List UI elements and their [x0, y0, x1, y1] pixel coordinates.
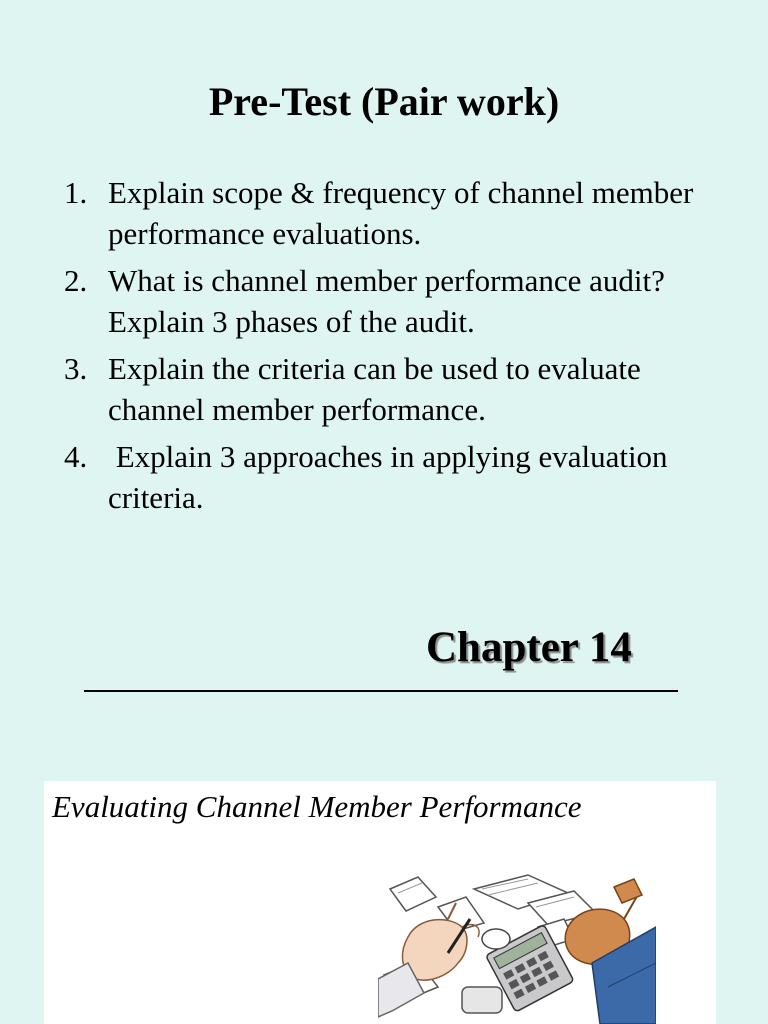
question-text: Explain the criteria can be used to evaluate channel member performance. [108, 351, 641, 427]
question-text: Explain 3 approaches in applying evaluation criteria. [108, 439, 676, 515]
panel-caption: Evaluating Channel Member Performance [52, 789, 582, 824]
chapter-heading: Chapter 14 [426, 624, 632, 671]
question-list [64, 172, 704, 524]
question-text: Explain scope & frequency of channel member performance evaluations. [108, 175, 694, 251]
question-text: What is channel member performance audit? Explain 3 phases of the audit. [108, 263, 665, 339]
question-number: 4. [64, 439, 88, 474]
question-item [64, 348, 704, 430]
question-item [64, 436, 704, 518]
slide-title: Pre-Test (Pair work) [208, 79, 560, 124]
question-number: 2. [64, 263, 88, 298]
question-number: 1. [64, 175, 88, 210]
title-panel [44, 781, 716, 1024]
question-item [64, 172, 704, 254]
question-number: 3. [64, 351, 88, 386]
question-item [64, 260, 704, 342]
heading-divider [84, 690, 678, 692]
hands-calculator-clipart-icon [378, 867, 656, 1024]
